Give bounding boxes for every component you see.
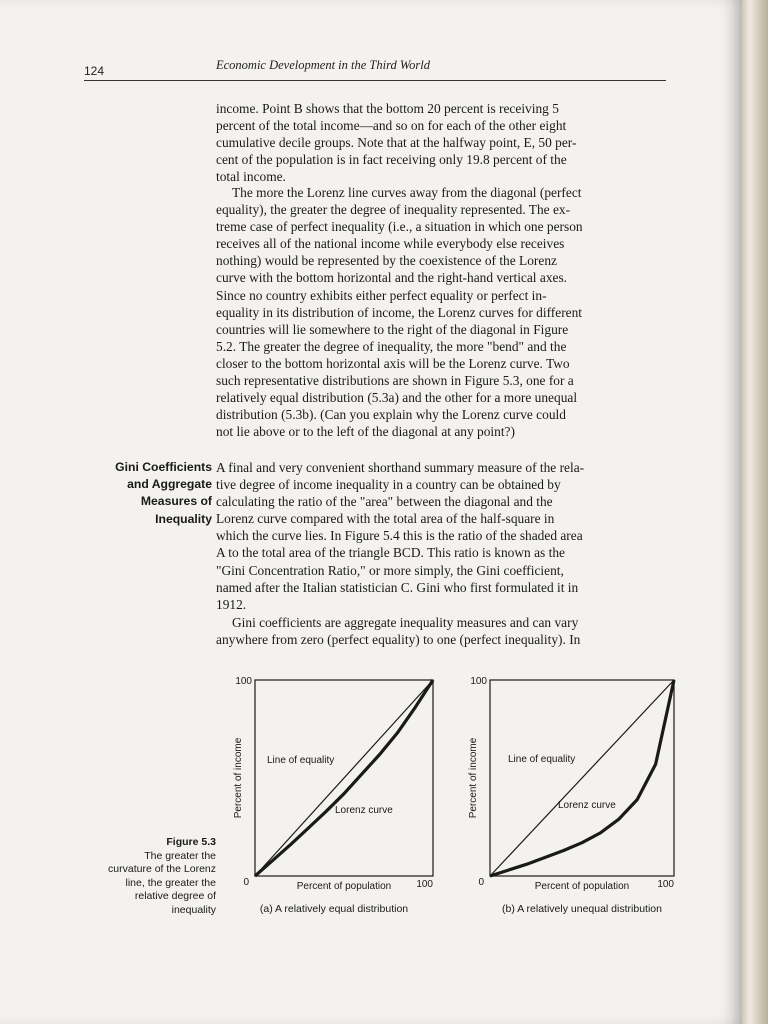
section-heading: Gini Coefficients and Aggregate Measures of Inequality	[115, 460, 212, 526]
x-axis-label: Percent of population	[296, 881, 392, 892]
page-edge	[742, 0, 768, 1024]
x-tick-label: 0	[243, 877, 249, 888]
equality-line	[490, 680, 674, 876]
lorenz-chart-b	[468, 668, 693, 930]
y-axis-label: Percent of income	[233, 737, 244, 819]
body-paragraph-2: The more the Lorenz line curves away from the diagonal (perfect equality), the greater the degree of inequality represented. The ex- treme case of perfect inequality (i.e., a situation in which one person receives all of the national income while everybody else receives nothing) would be represented by the coexistence of the Lorenz curve with the bottom horizontal and the right-hand vertical axes. Since no country exhibits either perfect equality or perfect in- equality in its distribution of income, the Lorenz curves for different countries will lie somewhere to the right of the diagonal in Figure 5.2. The greater the degree of inequality, the more "bend" and the closer to the bottom horizontal axis will be the Lorenz curve. Two such representative distributions are shown in Figure 5.3, one for a relatively equal distribution (5.3a) and the other for a more unequal distribution (5.3b). (Can you explain why the Lorenz curve could not lie above or to the left of the diagonal at any point?)	[216, 185, 583, 440]
x-tick-label: 100	[416, 879, 433, 890]
y-axis-label: Percent of income	[468, 737, 479, 819]
figure-title: Figure 5.3	[166, 836, 216, 848]
figure-caption-text: The greater the curvature of the Lorenz line, the greater the relative degree of inequality	[108, 849, 216, 916]
x-tick-label: 100	[657, 879, 674, 890]
x-axis-label: Percent of population	[534, 881, 630, 892]
x-tick-label: 0	[478, 877, 484, 888]
body-paragraph-1: income. Point B shows that the bottom 20 percent is receiving 5 percent of the total income—and so on for each of the other eight cumulative decile groups. Note that at the halfway point, E, 50 per- cent of the population is in fact receiving only 19.8 percent of the total income.	[216, 101, 577, 185]
equality-line-label: Line of equality	[267, 755, 335, 766]
equality-line-label: Line of equality	[508, 754, 576, 765]
equality-line	[255, 680, 433, 876]
body-paragraph-4: Gini coefficients are aggregate inequality measures and can vary anywhere from zero (perfect equality) to one (perfect inequality). In	[216, 615, 581, 648]
chart-caption: (b) A relatively unequal distribution	[502, 903, 662, 915]
y-tick-label: 100	[235, 676, 252, 687]
body-paragraph-3: A final and very convenient shorthand summary measure of the rela- tive degree of income inequality in a country can be obtained by calculating the ratio of the "area" between the diagonal and the Lorenz curve compared with the total area of the half-square in which the curve lies. In Figure 5.4 this is the ratio of the shaded area A to the total area of the triangle BCD. This ratio is known as the "Gini Concentration Ratio," or more simply, the Gini coefficient, named after the Italian statistician C. Gini who first formulated it in 1912.	[216, 460, 585, 612]
lorenz-curve-label: Lorenz curve	[558, 800, 616, 811]
header-rule	[84, 80, 666, 81]
page-number: 124	[84, 64, 105, 78]
running-header: Economic Development in the Third World	[216, 58, 430, 72]
lorenz-curve-label: Lorenz curve	[335, 805, 393, 816]
y-tick-label: 100	[470, 676, 487, 687]
chart-caption: (a) A relatively equal distribution	[259, 903, 409, 915]
lorenz-chart-a	[215, 668, 450, 930]
figure-caption	[96, 836, 216, 918]
